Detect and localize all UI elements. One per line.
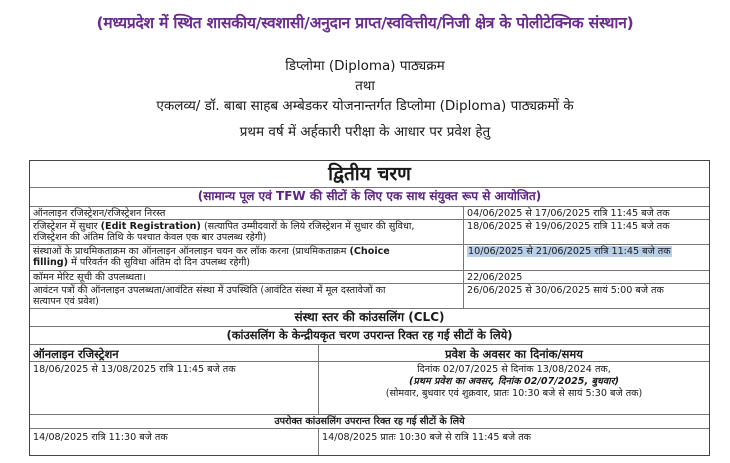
phase-subtitle-row	[30, 188, 709, 207]
column-header-text: ऑनलाइन रजिस्ट्रेशन	[33, 347, 119, 361]
event-cell	[30, 245, 463, 270]
date-cell	[463, 245, 709, 270]
clc-title-row	[30, 309, 709, 327]
event-text: सत्यापन एवं प्रवेश)	[33, 296, 99, 307]
clc-subtitle-row	[30, 327, 709, 345]
date-cell	[463, 284, 709, 308]
phase-subtitle: (सामान्य पूल एवं TFW की सीटों के लिए एक साथ संयुक्त रूप से आयोजित)	[197, 189, 542, 203]
choice-filling-label: (Choice	[349, 246, 390, 257]
event-cell	[30, 284, 463, 308]
event-cell	[30, 207, 463, 219]
remaining-seats-row	[30, 415, 709, 429]
edit-registration-label: (Edit Registration)	[100, 221, 201, 232]
date-cell	[463, 220, 709, 244]
registration-column-header	[30, 345, 318, 361]
final-schedule-row	[30, 429, 709, 455]
admission-days-time: (सोमवार, बुधवार एवं शुक्रवार, प्रातः 10:30 बजे से सायं 5:30 बजे तक)	[385, 388, 643, 399]
table-row	[30, 245, 709, 271]
date-cell	[463, 271, 709, 283]
event-cell	[30, 220, 463, 244]
event-text: कॉमन मेरिट सूची की उपलब्धता।	[33, 272, 146, 283]
event-text: रजिस्ट्रेशन में सुधार	[33, 221, 101, 232]
first-admission-opportunity: (प्रथम प्रवेश का अवसर, दिनांक 02/07/2025, बुधवार)	[409, 376, 619, 387]
date-cell	[463, 207, 709, 219]
column-header-text: प्रवेश के अवसर का दिनांक/समय	[445, 347, 583, 361]
table-row	[30, 284, 709, 309]
clc-title: संस्था स्तर की कांउसलिंग (CLC)	[294, 310, 445, 324]
phase-title: द्वितीय चरण	[328, 163, 411, 185]
table-row	[30, 271, 709, 284]
registration-period-cell	[30, 362, 318, 414]
clc-subtitle: (कांउसलिंग के केन्द्रीयकृत चरण उपरान्त रिक्त रह गई सीटों के लिये)	[226, 328, 513, 342]
phase-title-row	[30, 161, 709, 188]
diploma-course-line: डिप्लोमा (Diploma) पाठ्यक्रम	[285, 58, 445, 74]
event-text: रजिस्ट्रेशन की अंतिम तिथि के पश्चात केवल एक बार उपलब्ध रहेगी)	[33, 232, 267, 243]
event-text: में परिवर्तन की सुविधा अंतिम दो दिन उपलब्ध रहेगी)	[68, 257, 251, 268]
registration-period: 18/06/2025 से 13/08/2025 रात्रि 11:45 बजे तक	[33, 364, 236, 375]
final-admission-cell	[318, 429, 709, 455]
admission-column-header	[318, 345, 709, 361]
admission-date-range: दिनांक 02/07/2025 से दिनांक 13/08/2024 तक,	[417, 364, 611, 375]
final-registration-deadline: 14/08/2025 रात्रि 11:30 बजे तक	[33, 432, 168, 443]
admission-dates-cell	[318, 362, 709, 414]
remaining-seats-note: उपरोक्त कांउसलिंग उपरान्त रिक्त रह गई सीटों के लिये	[274, 416, 465, 427]
date-text: 04/06/2025 से 17/06/2025 रात्रि 11:45 बजे तक	[467, 208, 670, 219]
date-text: 18/06/2025 से 19/06/2025 रात्रि 11:45 बजे तक	[467, 221, 670, 232]
date-text: 22/06/2025	[467, 272, 523, 283]
admission-purpose-line: प्रथम वर्ष में अर्हकारी परीक्षा के आधार पर प्रवेश हेतु	[239, 124, 491, 140]
final-admission-window: 14/08/2025 प्रातः 10:30 बजे से रात्रि 11:45 बजे तक	[322, 432, 532, 443]
clc-schedule-row	[30, 362, 709, 415]
event-text: संस्थाओं के प्राथमिकताक्रम का ऑनलाइन ऑनलाइन चयन कर लॉक करना (प्राथमिकताक्रम	[33, 246, 350, 257]
date-text: 26/06/2025 से 30/06/2025 सायं 5:00 बजे तक	[467, 285, 664, 296]
event-text: आवंटन पत्रों की ऑनलाइन उपलब्धता/आवंटित संस्था में उपस्थिति (आवंटित संस्था में मूल दस्तावेजों का	[33, 285, 386, 296]
institutions-heading: (मध्यप्रदेश में स्थित शासकीय/स्वशासी/अनुदान प्राप्त/स्ववित्तीय/निजी क्षेत्र के पोलीटेक्निक संस्थान)	[96, 14, 634, 32]
event-cell	[30, 271, 463, 283]
clc-header-row	[30, 345, 709, 362]
choice-filling-label: filling)	[33, 257, 69, 268]
schedule-table	[29, 160, 710, 456]
highlighted-date-text: 10/06/2025 से 21/06/2025 रात्रि 11:45 बजे तक	[468, 246, 671, 257]
and-line: तथा	[355, 78, 375, 94]
scheme-line: एकलव्य/ डॉ. बाबा साहब अम्बेडकर योजनान्तर्गत डिप्लोमा (Diploma) पाठ्यक्रमों के	[156, 98, 574, 114]
table-row	[30, 207, 709, 220]
event-text: ऑनलाइन रजिस्ट्रेशन/रजिस्ट्रेशन निरस्त	[33, 208, 166, 219]
table-row	[30, 220, 709, 245]
event-text: (सत्यापित उम्मीदवारों के लिये रजिस्ट्रेशन में सुधार की सुविधा,	[200, 221, 415, 232]
final-registration-cell	[30, 429, 318, 455]
